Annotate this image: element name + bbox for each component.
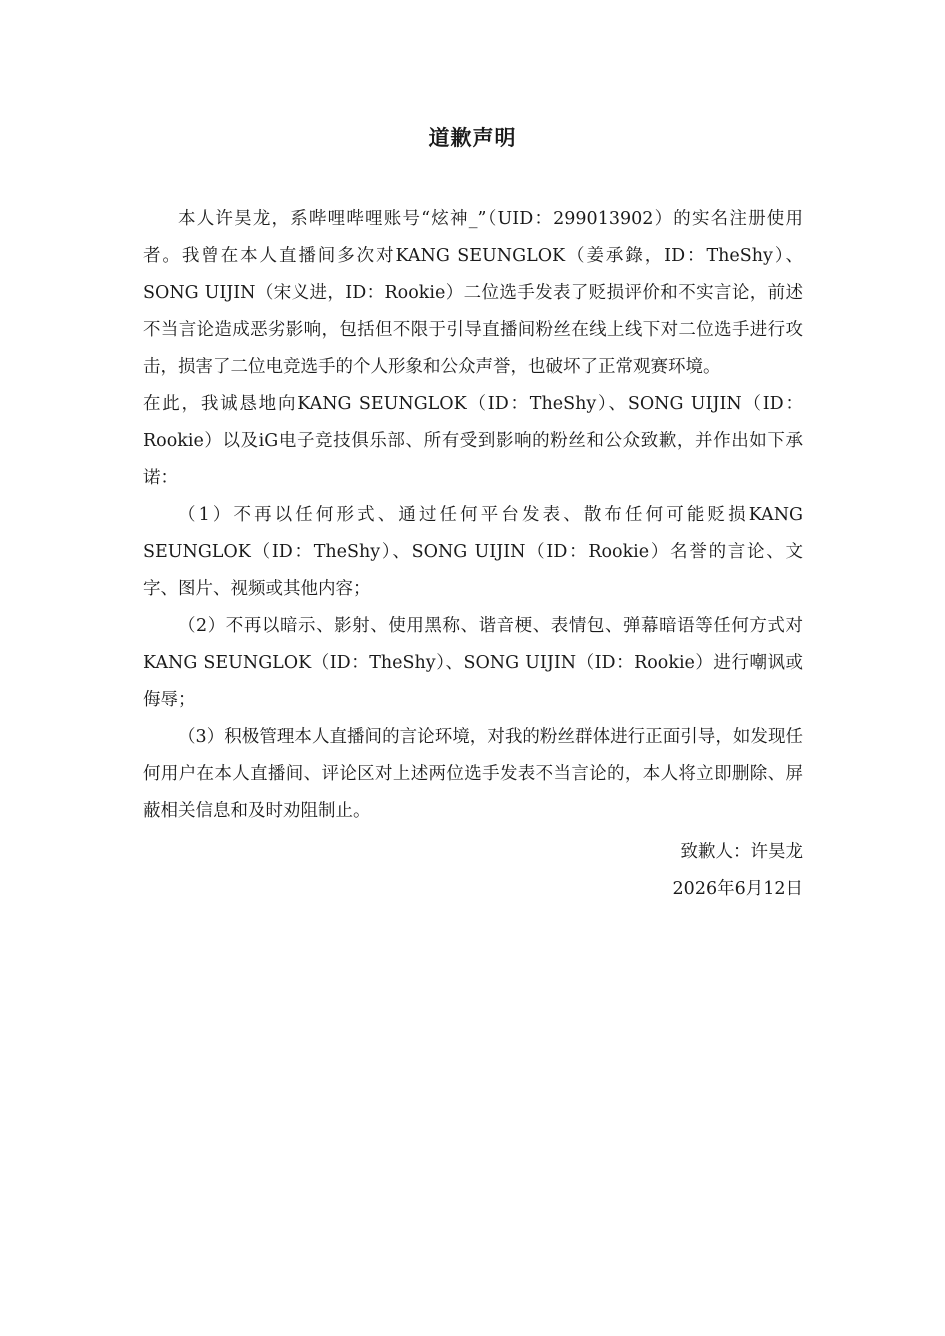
signature-block xyxy=(143,834,803,908)
paragraph-commitment-3: （3）积极管理本人直播间的言论环境，对我的粉丝群体进行正面引导，如发现任何用户在本人直播间、评论区对上述两位选手发表不当言论的，本人将立即删除、屏蔽相关信息和及时劝阻制止。 xyxy=(143,727,803,821)
paragraph-commitment-2: （2）不再以暗示、影射、使用黑称、谐音梗、表情包、弹幕暗语等任何方式对KANG SEUNGLOK（ID：TheShy）、SONG UIJIN（ID：Rookie）进行嘲讽或侮辱； xyxy=(143,616,803,710)
signature-name: 致歉人：许昊龙 xyxy=(680,842,803,862)
paragraph-commitment-1: （1）不再以任何形式、通过任何平台发表、散布任何可能贬损KANG SEUNGLOK（ID：TheShy）、SONG UIJIN（ID：Rookie）名誉的言论、文字、图片、视频或其他内容； xyxy=(143,505,803,599)
document-body xyxy=(143,201,803,830)
document-title: 道歉声明 xyxy=(428,125,517,150)
paragraph-statement: 本人许昊龙，系哔哩哔哩账号“炫神_”（UID：299013902）的实名注册使用者。我曾在本人直播间多次对KANG SEUNGLOK（姜承錄，ID：TheShy）、SONG UIJIN（宋义进，ID：Rookie）二位选手发表了贬损评价和不实言论，前述不当言论造成恶劣影响，包括但不限于引导直播间粉丝在线上线下对二位选手进行攻击，损害了二位电竞选手的个人形象和公众声誉，也破坏了正常观赛环境。 xyxy=(143,209,803,377)
paragraph-apology: 在此，我诚恳地向KANG SEUNGLOK（ID：TheShy）、SONG UIJIN（ID：Rookie）以及iG电子竞技俱乐部、所有受到影响的粉丝和公众致歉，并作出如下承诺： xyxy=(143,394,803,488)
signature-date: 2026年6月12日 xyxy=(672,879,803,899)
